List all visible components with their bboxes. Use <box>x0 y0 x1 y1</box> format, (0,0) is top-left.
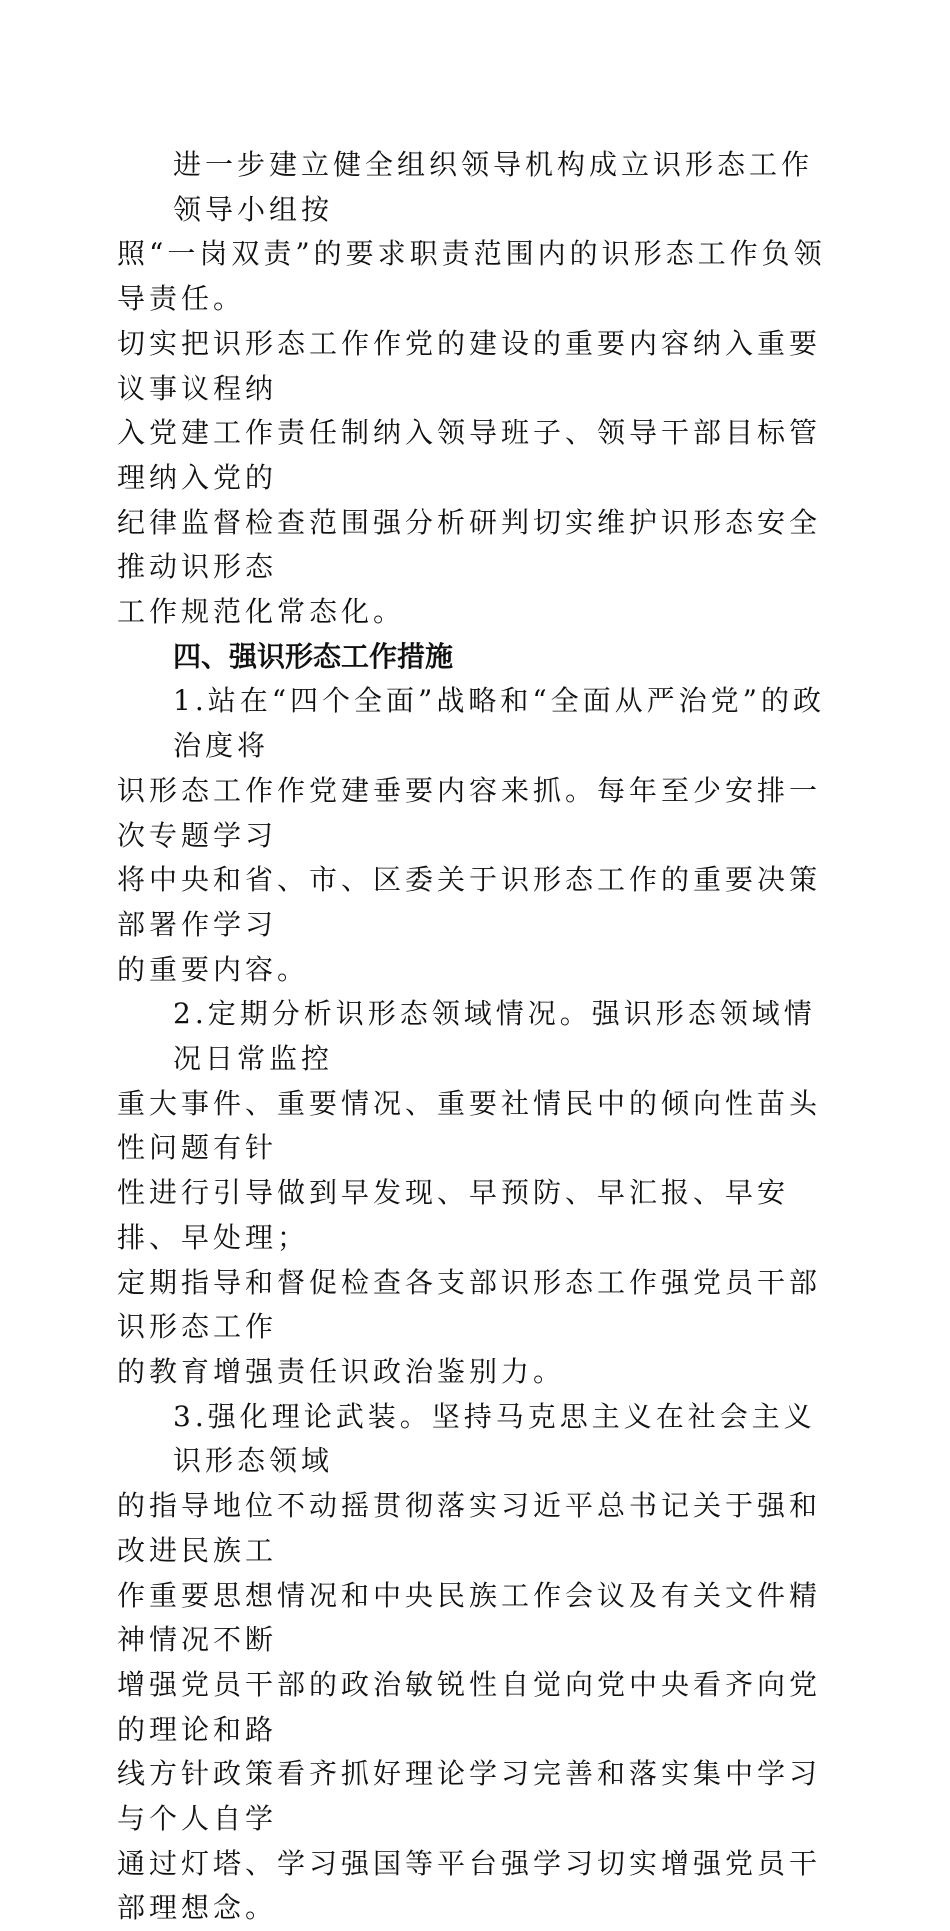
text-line: 定期指导和督促检查各支部识形态工作强党员干部识形态工作 <box>117 1265 822 1344</box>
paragraph-leadership <box>117 143 837 635</box>
text-line: 工作规范化常态化。 <box>117 595 406 629</box>
text-line: 识形态工作作党建垂要内容来抓。每年至少安排一次专题学习 <box>117 773 822 852</box>
heading-text: 四、强识形态工作措施 <box>173 639 454 673</box>
paragraph-item-3 <box>117 1395 837 1931</box>
text-line: 切实把识形态工作作党的建设的重要内容纳入重要议事议程纳 <box>117 326 822 405</box>
section-heading <box>117 635 837 680</box>
text-line: 的重要内容。 <box>117 952 310 986</box>
text-line: 的教育增强责任识政治鉴别力。 <box>117 1354 566 1388</box>
text-line: 增强党员干部的政治敏锐性自觉向党中央看齐向党的理论和路 <box>117 1667 822 1746</box>
text-line: 照“一岗双责”的要求职责范围内的识形态工作负领导责任。 <box>117 237 826 316</box>
text-line: 作重要思想情况和中央民族工作会议及有关文件精神情况不断 <box>117 1578 822 1657</box>
text-line: 3.强化理论武装。坚持马克思主义在社会主义识形态领域 <box>173 1399 816 1478</box>
text-line: 将中央和省、市、区委关于识形态工作的重要决策部署作学习 <box>117 863 822 941</box>
text-line: 重大事件、重要情况、重要社情民中的倾向性苗头性问题有针 <box>117 1086 822 1165</box>
text-line: 通过灯塔、学习强国等平台强学习切实增强党员干部理想念。 <box>117 1846 822 1925</box>
text-line: 的指导地位不动摇贯彻落实习近平总书记关于强和改进民族工 <box>117 1489 822 1567</box>
text-line: 性进行引导做到早发现、早预防、早汇报、早安排、早处理； <box>117 1176 790 1254</box>
text-line: 1.站在“四个全面”战略和“全面从严治党”的政治度将 <box>173 684 825 763</box>
paragraph-item-1 <box>117 679 837 992</box>
paragraph-item-2 <box>117 992 837 1394</box>
document-page <box>117 143 837 1931</box>
text-line: 进一步建立健全组织领导机构成立识形态工作领导小组按 <box>173 148 814 226</box>
text-line: 线方针政策看齐抓好理论学习完善和落实集中学习与个人自学 <box>117 1757 822 1836</box>
text-line: 入党建工作责任制纳入领导班子、领导干部目标管理纳入党的 <box>117 416 822 494</box>
text-line: 纪律监督检查范围强分析研判切实维护识形态安全推动识形态 <box>117 505 822 584</box>
text-line: 2.定期分析识形态领域情况。强识形态领域情况日常监控 <box>173 997 816 1076</box>
